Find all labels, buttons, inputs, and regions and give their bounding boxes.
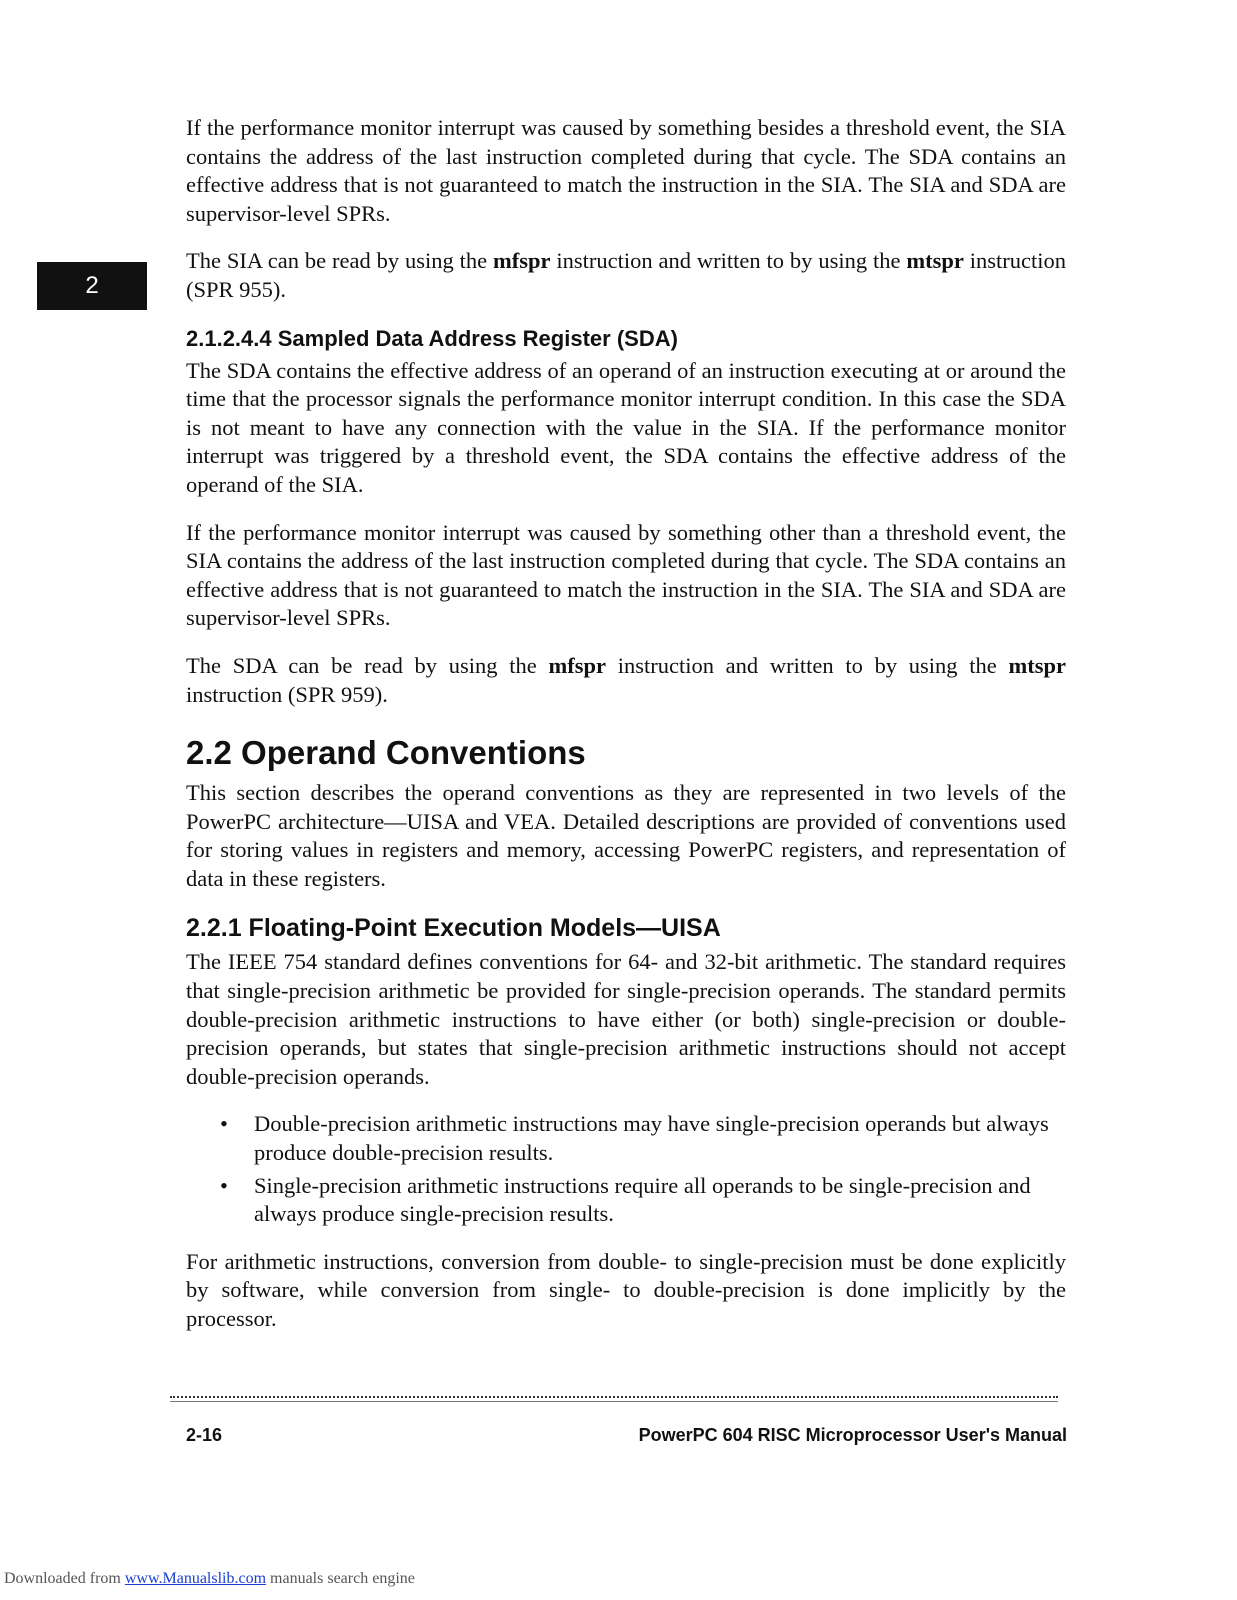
operand-paragraph-1: This section describes the operand conventions as they are represented in two levels of the PowerPC architecture—UISA and VEA. Detailed descriptions are provided of conventions used for storing values in registers and memory, accessing PowerPC registers, and representation of data in these registers. — [186, 780, 1066, 891]
manualslib-link[interactable]: www.Manualslib.com — [124, 1570, 267, 1587]
intro-paragraph-1: If the performance monitor interrupt was caused by something besides a threshold event, the SIA contains the address of the last instruction completed during that cycle. The SDA contains an effective address that is not guaranteed to match the instruction in the SIA. The SIA and SDA are supervisor-level SPRs. — [186, 115, 1066, 226]
page-number: 2-16 — [186, 1425, 223, 1445]
operand-conventions-heading: 2.2 Operand Conventions — [186, 734, 586, 772]
page-content — [186, 114, 1066, 1353]
fp-paragraph-1: The IEEE 754 standard defines conventions for 64- and 32-bit arithmetic. The standard requires that single-precision arithmetic be provided for single-precision operands. The standard permits double-precision arithmetic instructions to have either (or both) single-precision or double-precision operands, but states that single-precision arithmetic instructions should not accept double-precision operands. — [186, 949, 1066, 1089]
fp-paragraph-2: For arithmetic instructions, conversion from double- to single-precision must be done explicitly by software, while conversion from single- to double-precision is done implicitly by the processor. — [186, 1248, 1066, 1331]
mfspr-keyword: mfspr — [548, 652, 606, 678]
sda-paragraph-1: The SDA contains the effective address of an operand of an instruction executing at or around the time that the processor signals the performance monitor interrupt condition. In this case the SDA is not meant to have any connection with the value in the SIA. If the performance monitor interrupt was triggered by a threshold event, the SDA contains the effective address of the operand of the SIA. — [186, 357, 1066, 497]
fp-models-heading: 2.2.1 Floating-Point Execution Models—UISA — [186, 914, 721, 943]
mtspr-keyword: mtspr — [906, 248, 964, 274]
sda-heading: 2.1.2.4.4 Sampled Data Address Register (SDA) — [186, 325, 678, 351]
bullet-icon: • — [220, 1172, 228, 1198]
manual-title: PowerPC 604 RISC Microprocessor User's Manual — [638, 1425, 1067, 1445]
download-watermark: Downloaded from www.Manualslib.com manuals search engine — [4, 1570, 415, 1587]
bullet-icon: • — [220, 1111, 228, 1137]
list-item: • Double-precision arithmetic instructions may have single-precision operands but always produce double-precision results. — [220, 1111, 1049, 1166]
mtspr-keyword: mtspr — [1008, 652, 1066, 678]
sda-paragraph-2: If the performance monitor interrupt was caused by something other than a threshold event, the SIA contains the address of the last instruction completed during that cycle. The SDA contains an effective address that is not guaranteed to match the instruction in the SIA. The SIA and SDA are supervisor-level SPRs. — [186, 519, 1066, 631]
footer-divider — [170, 1396, 1058, 1402]
fp-bullet-list — [186, 1110, 1066, 1228]
intro-paragraph-2: The SIA can be read by using the mfspr instruction and written to by using the mtspr instruction (SPR 955). — [186, 248, 1066, 302]
chapter-tab — [37, 262, 147, 310]
list-item: • Single-precision arithmetic instructions require all operands to be single-precision and always produce single-precision results. — [220, 1172, 1031, 1227]
sda-paragraph-3: The SDA can be read by using the mfspr instruction and written to by using the mtspr instruction (SPR 959). — [186, 652, 1066, 707]
mfspr-keyword: mfspr — [493, 248, 551, 274]
chapter-tab-label: 2 — [85, 272, 99, 299]
